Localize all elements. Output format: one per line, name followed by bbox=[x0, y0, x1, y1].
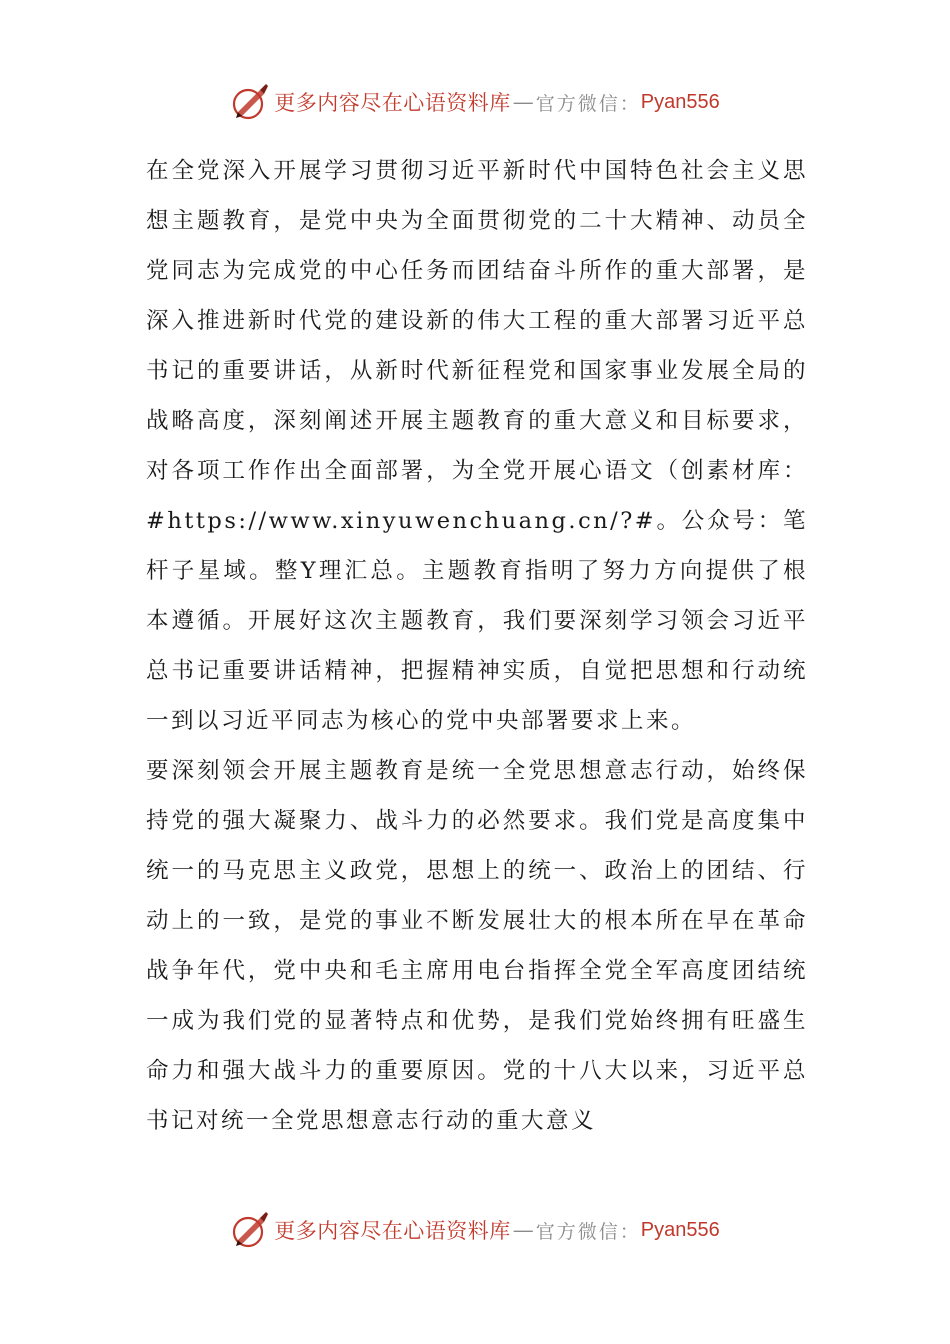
header-wechat-label: 官方微信： bbox=[535, 92, 641, 115]
footer-wechat-label: 官方微信： bbox=[535, 1220, 641, 1243]
document-body bbox=[146, 146, 808, 1146]
header-dash: — bbox=[512, 90, 534, 114]
header-brand-text: 更多内容尽在心语资料库 bbox=[274, 91, 511, 115]
paragraph-1: 在全党深入开展学习贯彻习近平新时代中国特色社会主义思想主题教育，是党中央为全面贯彻党的二十大精神、动员全党同志为完成党的中心任务而团结奋斗所作的重大部署，是深入推进新时代党的建设新的伟大工程的重大部署习近平总书记的重要讲话，从新时代新征程党和国家事业发展全局的战略高度，深刻阐述开展主题教育的重大意义和目标要求，对各项工作作出全面部署，为全党开展心语文（创素材库：#https://www.xinyuwenchuang.cn/?#。公众号：笔杆子星域。整Y理汇总。主题教育指明了努力方向提供了根本遵循。开展好这次主题教育，我们要深刻学习领会习近平总书记重要讲话精神，把握精神实质，自觉把思想和行动统一到以习近平同志为核心的党中央部署要求上来。 bbox=[146, 158, 808, 734]
header-banner bbox=[0, 80, 950, 124]
header-wechat-id: Pyan556 bbox=[640, 90, 720, 113]
footer-banner bbox=[0, 1208, 950, 1252]
footer-wechat-id: Pyan556 bbox=[640, 1218, 720, 1241]
pen-logo-icon bbox=[230, 82, 270, 122]
footer-dash: — bbox=[512, 1218, 534, 1242]
pen-logo-icon bbox=[230, 1210, 270, 1250]
paragraph-2: 要深刻领会开展主题教育是统一全党思想意志行动，始终保持党的强大凝聚力、战斗力的必然要求。我们党是高度集中统一的马克思主义政党，思想上的统一、政治上的团结、行动上的一致，是党的事业不断发展壮大的根本所在早在革命战争年代，党中央和毛主席用电台指挥全党全军高度团结统一成为我们党的显著特点和优势，是我们党始终拥有旺盛生命力和强大战斗力的重要原因。党的十八大以来，习近平总书记对统一全党思想意志行动的重大意义 bbox=[146, 758, 808, 1134]
footer-brand-text: 更多内容尽在心语资料库 bbox=[274, 1219, 511, 1243]
